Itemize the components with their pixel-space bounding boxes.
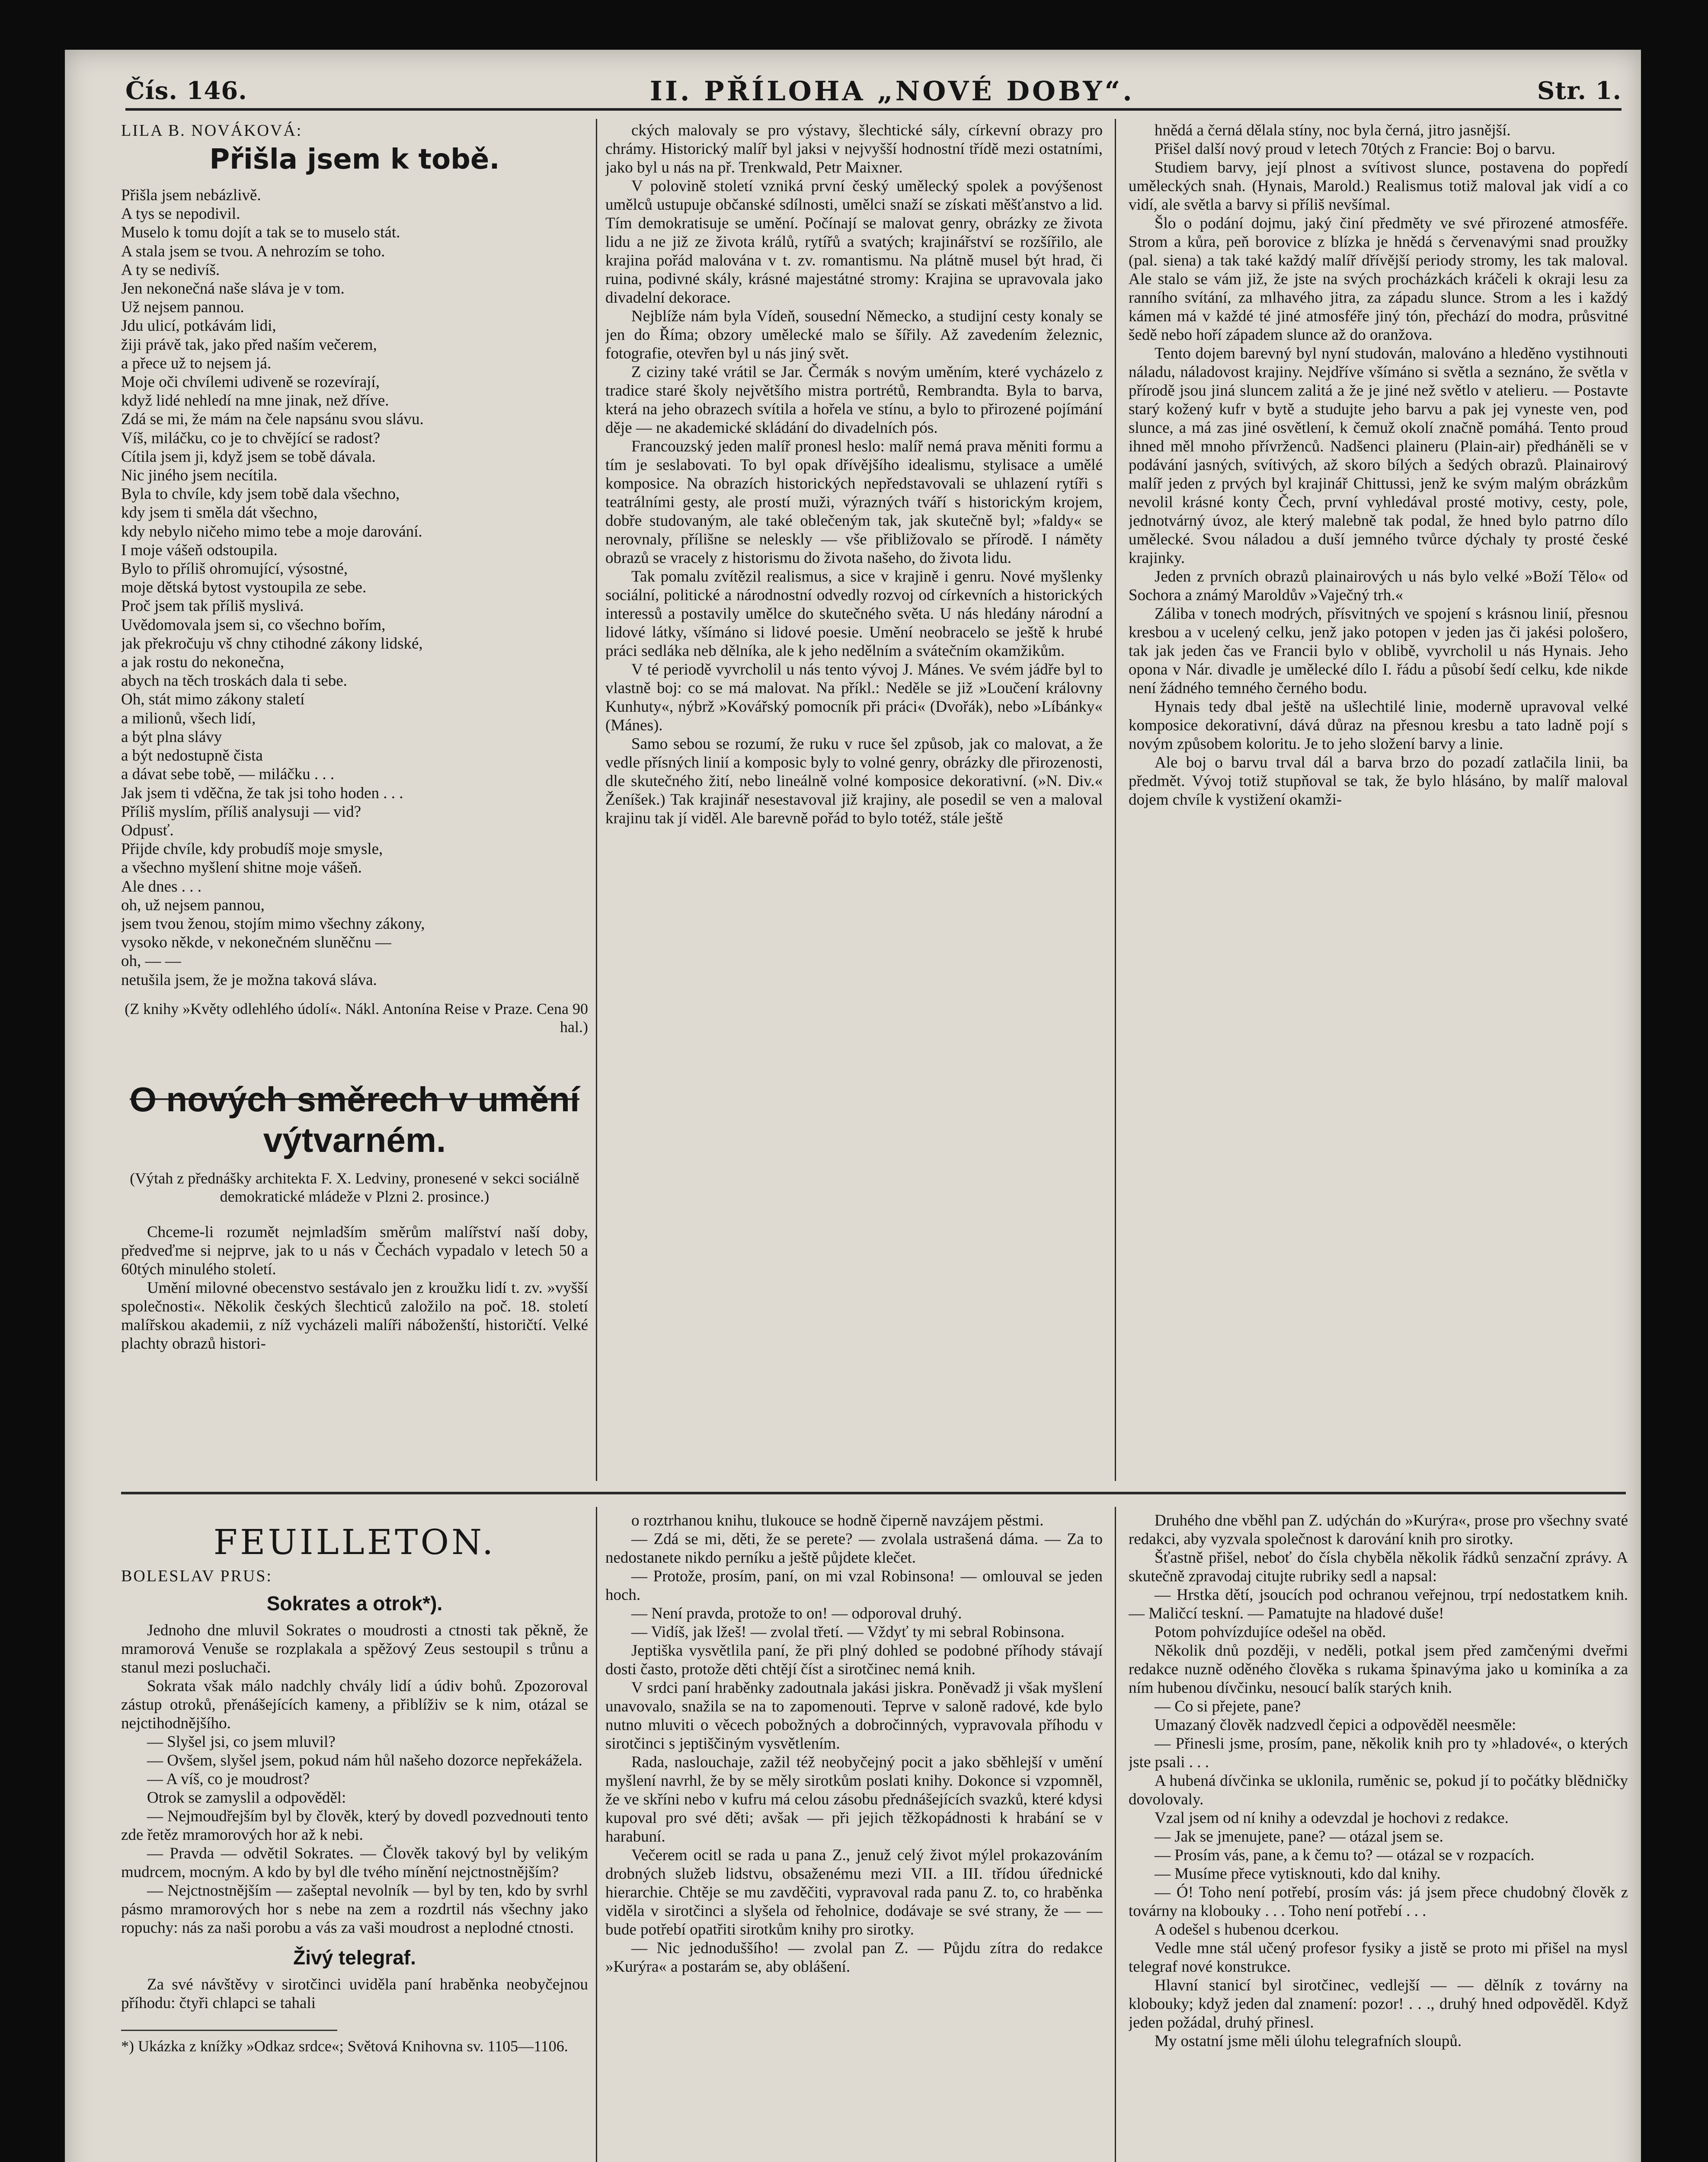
paragraph: Tak pomalu zvítězil realismus, a sice v krajině i genru. Nové myšlenky sociální, politické a národnostní odvedly rozvoj od církevních a historických interessů a postavily umělce do skutečného světa. U nás hledány národní a lidové látky, všímáno si lidové poesie. Umění neobracelo se ještě k hrubé práci sedláka neb dělníka, ale k jeho nedělním a svátečním okamžikům. (605, 568, 1103, 660)
poem-line: oh, už nejsem pannou, (121, 896, 265, 914)
poem-line: Proč jsem tak příliš myslivá. (121, 597, 304, 615)
paragraph: — Jak se jmenujete, pane? — otázal jsem se. (1155, 1828, 1443, 1845)
paragraph: — Pravda — odvětil Sokrates. — Člověk takový byl by velikým mudrcem, mocným. A kdo by byl dle tvého mínění nejctnostnějším? (121, 1845, 588, 1881)
paragraph: o roztrhanou knihu, tlukouce se hodně čiperně navzájem pěstmi. (631, 1512, 1044, 1529)
poem-line: a všechno myšlení shitne moje vášeň. (121, 859, 362, 877)
poem-line: Zdá se mi, že mám na čele napsánu svou slávu. (121, 410, 424, 429)
poem-line: Moje oči chvílemi udiveně se rozevírají, (121, 373, 380, 391)
article-text (121, 1223, 588, 1353)
paragraph: Šlo o podání dojmu, jaký činí předměty ve své přirozené atmosféře. Strom a kůra, peň borovice z blízka je hnědá s červenavými snad proužky (pal. siena) a tak také každý malíř dřívější periody stromy, les tak maloval. Ale stalo se vám již, že jste na svých procházkách kráčeli k okraji lesu za ranního svítání, za mlhavého jitra, za západu slunce. Strom a les i každý kámen má v každé té jiné atmosféře jiný tón, přechází do modra, průsvitné šedě nebo hoří západem slunce až do oranžova. (1129, 214, 1628, 344)
column-3 (1129, 121, 1628, 1481)
paragraph: Sokrata však málo nadchly chvály lidí a údiv bohů. Zpozoroval zástup otroků, přenášejících kameny, a přiblíživ se k nim, otázal se nejctihodnějšího. (121, 1677, 588, 1732)
paragraph: hnědá a černá dělala stíny, noc byla černá, jitro jasnější. (1155, 122, 1511, 139)
page-header (125, 74, 1622, 111)
poem-line: kdy jsem ti směla dát všechno, (121, 504, 318, 522)
story-text (1129, 1511, 1628, 2050)
paragraph: Večerem ocitl se rada u pana Z., jenuž celý život mýlel prokazováním drobných služeb lidstvu, obsaženému mezi VII. a III. třídou úřednické hierarchie. Chtěje se mu zavděčiti, vypravoval rada panu Z. to, co hraběnka viděla v sirotčinci a slyšela od řeholnice, dodávaje se své strany, že — — bude potřebí opatřiti sirotkům knihy pro sirotky. (605, 1846, 1103, 1938)
paragraph: Tento dojem barevný byl nyní studován, malováno a hleděno vystihnouti náladu, náladovost krajiny. Nejdříve všímáno si světla a seznáno, že světla v přírodě jsou jiná sluncem zalitá a že je jiné než světlo v atelieru. — Postavte starý kožený kufr v bytě a studujte jeho barvu a pak jej vyneste ven, pod slunce, a má zas jiné osvětlení, k čemuž okolí značně pomáhá. Tento proud ihned měl mnoho přívrženců. Nadšenci plaineru (Plain-air) předháněli se v podávání jasných, svítivých, až skoro bílých a šedých obrazů. Plainairový malíř jeden z prvých byl krajinář Chittussi, jenž ke svým malým obrázkům nevolil krásné konty Čech, první vyhledával prosté motivy, cesty, pole, jednotvárný úvoz, ale který malebně tak podal, že hned bylo patrno dílo umělecké. Svou náladou a duší jemného tvůrce dýchaly ty prosté české krajinky. (1129, 345, 1628, 567)
poem-line: a být nedostupně čista (121, 747, 263, 765)
paragraph: Druhého dne vběhl pan Z. udýchán do »Kurýra«, prose pro všechny svaté redakci, aby vyzvala společnost k darování knih pro sirotky. (1129, 1512, 1628, 1548)
poem-line: když lidé nehledí na mne jinak, než dříve. (121, 392, 389, 410)
poem-line: Přijde chvíle, kdy probudíš moje smysle, (121, 840, 383, 858)
paragraph: Chceme-li rozumět nejmladším směrům malířství naší doby, předveďme si nejprve, jak to u nás v Čechách vypadalo v letech 50 a 60tých minulého století. (121, 1223, 588, 1278)
poem (121, 121, 588, 1036)
paragraph: Potom pohvízdujíce odešel na oběd. (1155, 1623, 1386, 1641)
paragraph: — Není pravda, protože to on! — odporoval druhý. (631, 1605, 962, 1622)
paragraph: — Co si přejete, pane? (1155, 1698, 1301, 1715)
feuilleton-column-3 (1129, 1511, 1628, 2162)
column-rule (1115, 1507, 1116, 2162)
paragraph: V polovině století vzniká první český umělecký spolek a povýšenost umělců ustupuje občanské sdílnosti, umělci snaží se získati měšťanstvo a lid. Tím demokratisuje se umění. Počínají se malovat genry, obrázky ze života lidu a ne již ze života králů, rytířů a svatých; krajinářství se rozšířilo, ale krajina pořád malována v t. zv. romantismu. Na plátně musel být hrad, či ruina, podivné skály, krásné majestátné stromy: Krajina se upravovala jako divadelní dekorace. (605, 177, 1103, 307)
poem-line: I moje vášeň odstoupila. (121, 541, 278, 559)
poem-line: Muselo k tomu dojít a tak se to muselo stát. (121, 224, 400, 242)
paragraph: Šťastně přišel, neboť do čísla chyběla několik řádků senzační zprávy. A skutečně zpravodaj citujte rubriky sedl a napsal: (1129, 1549, 1628, 1585)
column-2 (605, 121, 1103, 1481)
poem-line: Přišla jsem nebázlivě. (121, 186, 261, 204)
paragraph: Za své návštěvy v sirotčinci uviděla paní hraběnka neobyčejnou příhodu: čtyři chlapci se tahali (121, 1976, 588, 2012)
paragraph: — Vidíš, jak lžeš! — zvolal třetí. — Vždyť ty mi sebral Robinsona. (631, 1623, 1065, 1641)
paragraph: Studiem barvy, její plnost a svítivost slunce, postavena do popředí uměleckých snah. (Hynais, Marold.) Realismus totiž maloval jak vidí a co vidí, ale světla a barvy si příliš nevšímal. (1129, 159, 1628, 214)
poem-text (121, 186, 588, 989)
paragraph: — Zdá se mi, děti, že se perete? — zvolala ustrašená dáma. — Za to nedostanete nikdo perníku a ještě půjdete klečet. (605, 1530, 1103, 1567)
feuilleton-column-2 (605, 1511, 1103, 2162)
paragraph: — Hrstka dětí, jsoucích pod ochranou veřejnou, trpí nedostatkem knih. — Maličcí teskní. — Pamatujte na hladové duše! (1129, 1586, 1628, 1622)
supplement-title: II. PŘÍLOHA „NOVÉ DOBY“. (649, 75, 1135, 107)
poem-line: Už nejsem pannou. (121, 298, 244, 317)
poem-title: Přišla jsem k tobě. (209, 144, 500, 176)
paragraph: — Protože, prosím, paní, on mi vzal Robinsona! — omlouval se jeden hoch. (605, 1567, 1103, 1604)
poem-line: Bylo to příliš ohromující, výsostné, (121, 560, 348, 578)
paragraph: My ostatní jsme měli úlohu telegrafních sloupů. (1155, 2032, 1462, 2050)
column-1 (121, 121, 588, 1481)
feuilleton-column-1 (121, 1522, 588, 2162)
paragraph: Ale boj o barvu trval dál a barva brzo do pozadí zatlačila linii, ba předmět. Vývoj totiž stupňoval se tak, že bylo hlásáno, by malíř maloval dojem chvíle k vystižení okamži- (1129, 754, 1628, 809)
paragraph: V té periodě vyvrcholil u nás tento vývoj J. Mánes. Ve svém jádře byl to vlastně boj: co se má malovat. Na příkl.: Neděle se již »Loučení královny Kunhuty«, nýbrž »Kovářský pomocník při práci« (Dvořák), nebo »Líbánky« (Mánes). (605, 661, 1103, 734)
poem-line: Byla to chvíle, kdy jsem tobě dala všechno, (121, 485, 400, 503)
poem-line: Jdu ulicí, potkávám lidi, (121, 317, 276, 335)
footnote: *) Ukázka z knížky »Odkaz srdce«; Světová Knihovna sv. 1105—1106. (121, 2037, 568, 2055)
paragraph: — Nejctnostnějším — zašeptal nevolník — byl by ten, kdo by svrhl pásmo mramorových hor s nebe na zem a rozdrtil nás všechny jako ropuchy: nás za naši porobu a vás za vaši moudrost a neplodné ctnosti. (121, 1882, 588, 1937)
story-title-2: Živý telegraf. (293, 1946, 416, 1969)
poem-line: a přece už to nejsem já. (121, 354, 272, 372)
poem-line: a milionů, všech lidí, (121, 709, 256, 727)
story-text (605, 1511, 1103, 1976)
feuilleton-heading: FEUILLETON. (213, 1522, 496, 1562)
poem-line: jsem tvou ženou, stojím mimo všechny zákony, (121, 915, 425, 933)
paragraph: — Nejmoudřejším byl by člověk, který by dovedl pozvednouti tento zde řetěz mramorových hor až k nebi. (121, 1807, 588, 1844)
paragraph: Jeden z prvních obrazů plainairových u nás bylo velké »Boží Tělo« od Sochora a známý Maroldův »Vaječný trh.« (1129, 568, 1628, 604)
newspaper-page (65, 50, 1641, 2162)
paragraph: Z ciziny také vrátil se Jar. Čermák s novým uměním, které vycházelo z tradice staré školy největšího mistra portrétů, Rembrandta. Byla to barva, která na jeho obrazech svítila a hořela ve stínu, a bylo to přirozené pojímání děje — ne akademické skládání do divadelních pós. (605, 363, 1103, 437)
poem-line: žiji právě tak, jako před naším večerem, (121, 336, 377, 354)
poem-author: LILA B. NOVÁKOVÁ: (121, 122, 303, 140)
story-text (121, 1621, 588, 1937)
paragraph: A hubená dívčinka se uklonila, ruměnic se, pokud jí to počátky blědničky dovolovaly. (1129, 1772, 1628, 1808)
poem-line: Odpusť. (121, 821, 174, 839)
story-title: Sokrates a otrok*). (266, 1592, 443, 1615)
poem-line: Oh, stát mimo zákony staletí (121, 691, 305, 709)
paragraph: — Nic jednoduššího! — zvolal pan Z. — Půjdu zítra do redakce »Kurýra« a postarám se, aby oblášení. (605, 1939, 1103, 1976)
paragraph: — Slyšel jsi, co jsem mluvil? (147, 1733, 336, 1751)
feuilleton-divider (121, 1492, 1626, 1494)
paragraph: — Prosím vás, pane, a k čemu to? — otázal se v rozpacích. (1155, 1846, 1535, 1864)
poem-line: a dávat sebe tobě, — miláčku . . . (121, 765, 335, 784)
article-subtitle: (Výtah z přednášky architekta F. X. Ledviny, pronesené v sekci sociálně demokratické mládeže v Plzni 2. prosince.) (130, 1169, 579, 1205)
column-rule (596, 1507, 597, 2162)
paragraph: Záliba v tonech modrých, přísvitných ve spojení s krásnou linií, přesnou kresbou a v ucelený celku, jenž jako potopen v jeden jas či jakési pološero, tak jak jeden čas ve Francii bylo v oblibě, vyvrcholil u nás Hynais. Jeho opona v Nár. divadle je umělecké dílo I. řádu a působí šedí celku, kde nikde není žádného temného černého bodu. (1129, 605, 1628, 697)
paragraph: Jednoho dne mluvil Sokrates o moudrosti a ctnosti tak pěkně, že mramorová Venuše se rozplakala a spěžový Zeus sestoupil s trůnu a stanul mezi posluchači. (121, 1622, 588, 1676)
poem-line: kdy nebylo ničeho mimo tebe a moje darování. (121, 522, 422, 540)
paragraph: Nejblíže nám byla Vídeň, sousední Německo, a studijní cesty konaly se jen do Říma; obzory umělecké malo se šířily. Až zavedením železnic, fotografie, otevřen byl u nás jiný svět. (605, 307, 1103, 362)
paragraph: Umění milovné obecenstvo sestávalo jen z kroužku lidí t. zv. »vyšší společnosti«. Několik českých šlechticů založilo na poč. 18. století malířskou akademii, z níž vycházeli malíři náboženští, historičtí. Velké plachty obrazů histori- (121, 1279, 588, 1353)
paragraph: A odešel s hubenou dcerkou. (1155, 1921, 1339, 1938)
paragraph: — Musíme přece vytisknouti, kdo dal knihy. (1155, 1865, 1441, 1883)
paragraph: — Přinesli jsme, prosím, pane, několik knih pro ty »hladové«, o kterých jste psali . . . (1129, 1735, 1628, 1771)
paragraph: Několik dnů později, v neděli, potkal jsem před zamčenými dveřmi redakce nuzně oděného člověka s rukama špinavýma jako u kominíka a za ním hubenou dívčinku, nesoucí balík starých knih. (1129, 1642, 1628, 1697)
paragraph: Umazaný člověk nadzvedl čepici a odpověděl neesměle: (1155, 1716, 1516, 1734)
poem-line: abych na těch troskách dala ti sebe. (121, 672, 347, 690)
column-rule (596, 119, 597, 1481)
poem-line: Jen nekonečná naše sláva je v tom. (121, 280, 345, 298)
poem-line: moje dětská bytost vystoupila ze sebe. (121, 579, 367, 597)
paragraph: Samo sebou se rozumí, že ruku v ruce šel způsob, jak co malovat, a že vedle přísných linií a komposic byly to volné genry, obrázky dle přirozenosti, dle skutečného žití, nebo lineálně volné komposice dekorativní. (»N. Div.« Ženíšek.) Tak krajinář nesestavoval již krajiny, ale posedil se ven a maloval krajinu tak jí viděl. Ale barevně pořád to bylo totéž, stále ještě (605, 735, 1103, 827)
poem-line: A tys se nepodivil. (121, 205, 240, 223)
paragraph: — Ovšem, slyšel jsem, pokud nám hůl našeho dozorce nepřekážela. (147, 1752, 582, 1769)
poem-line: a být plna slávy (121, 728, 222, 746)
page-number: Str. 1. (1537, 77, 1622, 105)
paragraph: Vzal jsem od ní knihy a odevzdal je hochovi z redakce. (1155, 1809, 1509, 1827)
poem-line: a jak rostu do nekonečna, (121, 653, 285, 672)
article-title: O nových směrech v umění výtvarném. (129, 1080, 580, 1159)
story-author: BOLESLAV PRUS: (121, 1567, 272, 1585)
poem-line: Cítila jsem ji, když jsem se tobě dávala. (121, 448, 376, 466)
article-text (1129, 121, 1628, 809)
paragraph: Rada, naslouchaje, zažil též neobyčejný pocit a jako sběhlejší v umění myšlení navrhl, že by se měly sirotkům poslati knihy. Dokonce si vzpomněl, že ve skříni nebo v kufru má celou zásobu přednášejících svazků, které kdysi kupoval pro své děti; avšak — při jejich těžkopádnosti k hrabání se v harabuní. (605, 1753, 1103, 1845)
paragraph: ckých malovaly se pro výstavy, šlechtické sály, církevní obrazy pro chrámy. Historický malíř byl jaksi v nejvyšší hodnostní třídě mezi ostatními, jako byl u nás na př. Trenkwald, Petr Maixner. (605, 122, 1103, 176)
poem-source: (Z knihy »Květy odlehlého údolí«. Nákl. Antonína Reise v Praze. Cena 90 hal.) (125, 1000, 588, 1036)
poem-line: A stala jsem se tvou. A nehrozím se toho. (121, 242, 385, 260)
paragraph: Vedle mne stál učený profesor fysiky a jistě se proto mi přišel na mysl telegraf nové konstrukce. (1129, 1939, 1628, 1976)
paragraph: — A víš, co je moudrost? (147, 1770, 310, 1788)
poem-line: oh, — — (121, 952, 181, 970)
paragraph: V srdci paní hraběnky zadoutnala jakási jiskra. Poněvadž ji však myšlení unavovalo, snažila se na to zapomenouti. Teprve v saloně radové, kde bylo nutno mluviti o věcech pobožných a dobročinných, vypravovala příhodu v sirotčinci s jeptiščiným vysvětlením. (605, 1679, 1103, 1753)
paragraph: Hlavní stanicí byl sirotčinec, vedlejší — — dělník z továrny na klobouky; když jeden dal znamení: pozor! . . ., druhý hned odpověděl. Když jeden požádal, druhý přinesl. (1129, 1977, 1628, 2031)
poem-line: jak překročuju vš chny ctihodné zákony lidské, (121, 634, 423, 652)
paragraph: Hynais tedy dbal ještě na ušlechtilé linie, moderně upravoval velké komposice dekorativní, dává důraz na přesnou kresbu a tato ladně pojí s novým způsobem koloritu. Je to jeho složení barvy a linie. (1129, 698, 1628, 753)
article-text (605, 121, 1103, 828)
paragraph: Otrok se zamyslil a odpověděl: (147, 1789, 346, 1807)
footnote-rule (121, 2030, 337, 2037)
poem-line: Víš, miláčku, co je to chvějící se radost? (121, 429, 381, 447)
poem-line: Nic jiného jsem necítila. (121, 467, 278, 485)
paragraph: Přišel další nový proud v letech 70tých z Francie: Boj o barvu. (1155, 140, 1555, 158)
paragraph: — Ó! Toho není potřebí, prosím vás: já jsem přece chudobný člověk z továrny na klobouky . . . Toho není potřebí . . . (1129, 1884, 1628, 1920)
poem-line: Jak jsem ti vděčna, že tak jsi toho hoden . . . (121, 784, 403, 802)
poem-line: Uvědomovala jsem si, co všechno bořím, (121, 616, 386, 634)
poem-line: Ale dnes . . . (121, 877, 202, 896)
poem-line: vysoko někde, v nekonečném sluněčnu — (121, 934, 391, 952)
issue-number: Čís. 146. (125, 77, 247, 105)
column-rule (1115, 119, 1116, 1481)
poem-line: netušila jsem, že je možna taková sláva. (121, 971, 377, 989)
paragraph: Francouzský jeden malíř pronesl heslo: malíř nemá prava měniti formu a tím je seslabovati. To byl opak dřívějšího idealismu, stylisace a umělé komposice. Na obrazích historických nepředstavovali se uhlazení rytíři s teatrálními gesty, ale prostí muži, výrazných tváří s historickým krojem, dobře studovaným, ale také oblečeným tak, jak skutečně byl; »faldy« se nerovnaly, přílišne se neleskly — vše přibližovalo se přírodě. I náměty obrazů se vracely z historismu do života našeho, do života lidu. (605, 438, 1103, 567)
paragraph: Jeptiška vysvětlila paní, že při plný dohled se podobné příhody stávají dosti často, protože děti chtějí číst a sirotčinec nemá knih. (605, 1642, 1103, 1678)
poem-line: A ty se nedivíš. (121, 261, 220, 279)
poem-line: Příliš myslím, příliš analysuji — vid? (121, 803, 361, 821)
story-text (121, 1975, 588, 2012)
